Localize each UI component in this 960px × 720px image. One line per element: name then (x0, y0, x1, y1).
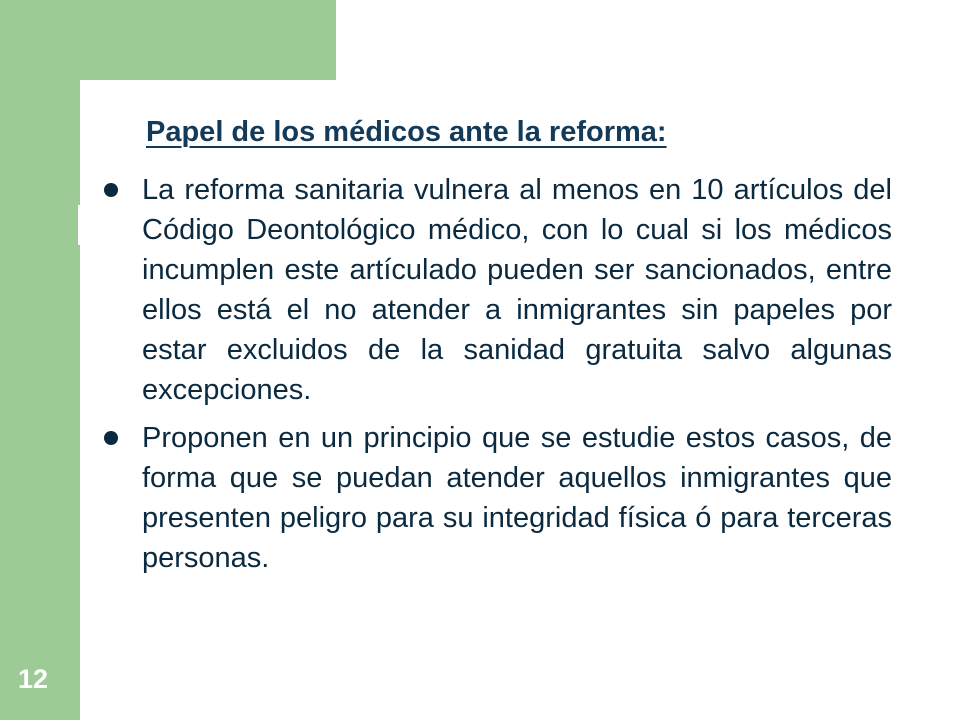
rounded-content-corner (80, 80, 140, 140)
bullet-item (102, 418, 892, 578)
bullet-text: La reforma sanitaria vulnera al menos en 10 artículos del Código Deontológico médico, con lo cual si los médicos incumplen este artículado pueden ser sancionados, entre ellos está el no atender a inmigrantes sin papeles por estar excluidos de la sanidad gratuita salvo algunas excepciones. (142, 174, 892, 406)
decorative-notch (78, 205, 82, 245)
top-green-bar (0, 0, 336, 80)
bullet-dot-icon (104, 183, 118, 197)
bullet-dot-icon (104, 431, 118, 445)
bullet-text: Proponen en un principio que se estudie estos casos, de forma que se puedan atender aquellos inmigrantes que presenten peligro para su integridad física ó para terceras personas. (142, 422, 892, 574)
slide-title: Papel de los médicos ante la reforma: (146, 116, 667, 148)
bullet-list (102, 170, 892, 586)
bullet-item (102, 170, 892, 410)
left-green-bar (0, 0, 80, 720)
slide-number: 12 (18, 664, 49, 694)
